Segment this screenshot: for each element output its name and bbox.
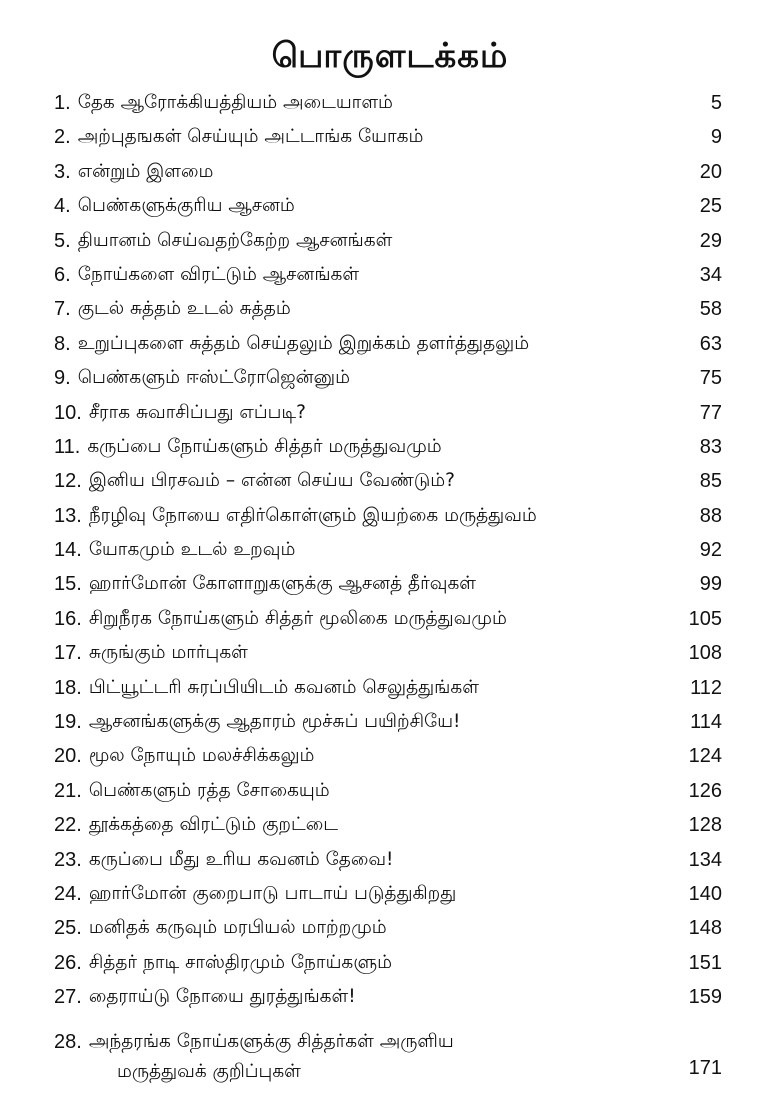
toc-entry[interactable] bbox=[54, 226, 722, 260]
entry-title: இனிய பிரசவம் – என்ன செய்ய வேண்டும்? bbox=[88, 470, 456, 492]
page-number: 124 bbox=[688, 745, 722, 768]
entry-number: 28. bbox=[54, 1030, 82, 1053]
toc-entry[interactable] bbox=[54, 776, 722, 810]
entry-number: 8. bbox=[54, 332, 71, 355]
entry-number: 7. bbox=[54, 298, 71, 321]
page-number: 58 bbox=[699, 298, 722, 321]
entry-title: ஹார்மோன் குறைபாடு பாடாய் படுத்துகிறது bbox=[88, 882, 457, 904]
entry-number: 13. bbox=[54, 504, 82, 527]
page-number: 20 bbox=[699, 160, 722, 183]
page-number: 140 bbox=[688, 882, 722, 905]
entry-number: 23. bbox=[54, 848, 82, 871]
page-number: 9 bbox=[710, 126, 722, 149]
entry-title: குடல் சுத்தம் உடல் சுத்தம் bbox=[77, 298, 291, 320]
entry-title: தேக ஆரோக்கியத்தியம் அடையாளம் bbox=[77, 92, 393, 113]
toc-entry[interactable] bbox=[54, 363, 722, 397]
entry-title-line1: அந்தரங்க நோய்களுக்கு சித்தர்கள் அருளிய bbox=[88, 1030, 454, 1052]
page-number: 105 bbox=[688, 607, 722, 630]
entry-title: சித்தர் நாடி சாஸ்திரமும் நோய்களும் bbox=[88, 951, 393, 973]
page-number: 75 bbox=[699, 367, 722, 390]
entry-title: நீரழிவு நோயை எதிர்கொள்ளும் இயற்கை மருத்துவம் bbox=[88, 504, 537, 526]
page-number: 134 bbox=[688, 848, 722, 871]
toc-entry[interactable] bbox=[54, 260, 722, 294]
entry-title-line2: மருத்துவக் குறிப்புகள் bbox=[117, 1060, 301, 1082]
page-number: 108 bbox=[688, 642, 722, 665]
page-number: 112 bbox=[690, 676, 722, 699]
page-number: 83 bbox=[699, 435, 722, 458]
toc-entry[interactable] bbox=[54, 501, 722, 535]
entry-number: 25. bbox=[54, 917, 82, 940]
entry-number: 5. bbox=[54, 229, 71, 252]
entry-number: 26. bbox=[54, 951, 82, 974]
entry-number: 14. bbox=[54, 539, 82, 562]
entry-title: கருப்பை மீது உரிய கவனம் தேவை! bbox=[88, 848, 394, 870]
entry-number: 16. bbox=[54, 607, 82, 630]
entry-title: கருப்பை நோய்களும் சித்தர் மருத்துவமும் bbox=[87, 435, 442, 457]
entry-number: 15. bbox=[54, 573, 82, 596]
entry-title: ஆசனங்களுக்கு ஆதாரம் மூச்சுப் பயிற்சியே! bbox=[88, 711, 461, 733]
entry-number: 17. bbox=[54, 642, 82, 665]
entry-number: 21. bbox=[54, 779, 82, 802]
entry-number: 24. bbox=[54, 882, 82, 905]
toc-entry[interactable] bbox=[54, 845, 722, 879]
page-number: 148 bbox=[688, 917, 722, 940]
toc-entry[interactable] bbox=[54, 982, 722, 1016]
page-number: 92 bbox=[699, 539, 722, 562]
page-number: 85 bbox=[699, 470, 722, 493]
entry-number: 11. bbox=[54, 435, 81, 458]
entry-title: என்றும் இளமை bbox=[77, 160, 214, 182]
table-of-contents bbox=[54, 88, 722, 1087]
toc-entry[interactable] bbox=[54, 432, 722, 466]
entry-title: உறுப்புகளை சுத்தம் செய்தலும் இறுக்கம் தளர்த்துதலும் bbox=[77, 332, 530, 354]
entry-title: தியானம் செய்வதற்கேற்ற ஆசனங்கள் bbox=[77, 229, 393, 251]
entry-number: 9. bbox=[54, 367, 71, 390]
entry-number: 2. bbox=[54, 126, 71, 149]
entry-title: அற்புதஙகள் செய்யும் அட்டாங்க யோகம் bbox=[77, 126, 424, 148]
entry-number: 19. bbox=[54, 711, 82, 734]
page-number: 77 bbox=[699, 401, 722, 424]
toc-entry[interactable] bbox=[54, 638, 722, 672]
entry-title: பெண்களுக்குரிய ஆசனம் bbox=[77, 195, 295, 217]
entry-title: பிட்யூட்டரி சுரப்பியிடம் கவனம் செலுத்துங்கள் bbox=[88, 676, 479, 698]
entry-number: 18. bbox=[54, 676, 82, 699]
entry-number: 6. bbox=[54, 263, 71, 286]
entry-title: பெண்களும் ரத்த சோகையும் bbox=[88, 779, 330, 801]
toc-entry[interactable] bbox=[54, 88, 722, 122]
toc-entry[interactable] bbox=[54, 329, 722, 363]
page-number: 5 bbox=[710, 92, 722, 114]
toc-entry[interactable] bbox=[54, 157, 722, 191]
toc-entry[interactable] bbox=[54, 466, 722, 500]
entry-title: தைராய்டு நோயை துரத்துங்கள்! bbox=[88, 986, 356, 1008]
toc-entry[interactable] bbox=[54, 913, 722, 947]
entry-number: 20. bbox=[54, 745, 82, 768]
toc-entry[interactable] bbox=[54, 294, 722, 328]
toc-entry[interactable] bbox=[54, 948, 722, 982]
toc-entry[interactable] bbox=[54, 535, 722, 569]
page-number: 114 bbox=[690, 711, 722, 734]
page-number: 29 bbox=[699, 229, 722, 252]
entry-title: சீராக சுவாசிப்பது எப்படி? bbox=[88, 401, 306, 423]
entry-number: 10. bbox=[54, 401, 82, 424]
toc-entry[interactable] bbox=[54, 122, 722, 156]
page-number: 99 bbox=[699, 573, 722, 596]
entry-title: நோய்களை விரட்டும் ஆசனங்கள் bbox=[77, 263, 360, 285]
entry-title: ஹார்மோன் கோளாறுகளுக்கு ஆசனத் தீர்வுகள் bbox=[88, 573, 476, 595]
page-title: பொருளடக்கம் bbox=[271, 36, 509, 76]
toc-entry[interactable] bbox=[54, 741, 722, 775]
page-number: 171 bbox=[688, 1056, 722, 1079]
page-number: 159 bbox=[688, 986, 722, 1009]
toc-entry[interactable] bbox=[54, 1017, 722, 1087]
entry-title: மூல நோயும் மலச்சிக்கலும் bbox=[88, 745, 315, 767]
toc-entry[interactable] bbox=[54, 191, 722, 225]
entry-number: 12. bbox=[54, 470, 82, 493]
toc-entry[interactable] bbox=[54, 398, 722, 432]
toc-entry[interactable] bbox=[54, 810, 722, 844]
entry-title: மனிதக் கருவும் மரபியல் மாற்றமும் bbox=[88, 917, 387, 939]
toc-entry[interactable] bbox=[54, 569, 722, 603]
toc-entry[interactable] bbox=[54, 707, 722, 741]
entry-number: 27. bbox=[54, 986, 82, 1009]
toc-entry[interactable] bbox=[54, 879, 722, 913]
entry-title: பெண்களும் ஈஸ்ட்ரோஜென்னும் bbox=[77, 367, 350, 389]
entry-title: சிறுநீரக நோய்களும் சித்தர் மூலிகை மருத்துவமும் bbox=[88, 607, 507, 629]
page-number: 151 bbox=[688, 951, 722, 974]
toc-entry[interactable] bbox=[54, 604, 722, 638]
entry-title: தூக்கத்தை விரட்டும் குறட்டை bbox=[88, 814, 338, 836]
page-number: 34 bbox=[699, 263, 722, 286]
toc-entry[interactable] bbox=[54, 673, 722, 707]
page-number: 126 bbox=[688, 779, 722, 802]
page-number: 63 bbox=[699, 332, 722, 355]
page-number: 25 bbox=[699, 195, 722, 218]
page-number: 128 bbox=[688, 814, 722, 837]
entry-number: 1. bbox=[54, 92, 71, 114]
entry-title: யோகமும் உடல் உறவும் bbox=[88, 539, 296, 561]
page-number: 88 bbox=[699, 504, 722, 527]
entry-number: 4. bbox=[54, 195, 71, 218]
entry-number: 22. bbox=[54, 814, 82, 837]
entry-title: சுருங்கும் மார்புகள் bbox=[88, 642, 248, 664]
entry-number: 3. bbox=[54, 160, 71, 183]
